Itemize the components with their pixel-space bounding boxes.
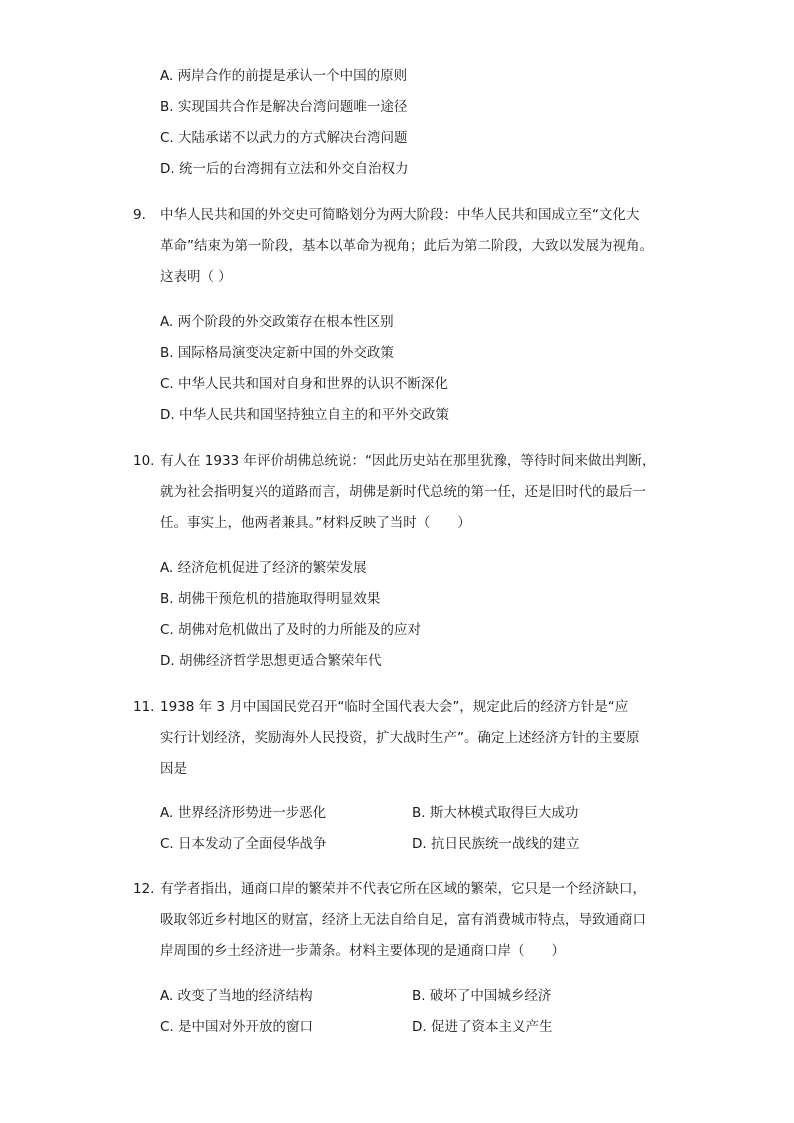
question-number: 10. [133,453,155,469]
option-a[interactable]: A. 经济危机促进了经济的繁荣发展 [160,560,367,576]
question-stem-line: 吸取邻近乡村地区的财富，经济上无法自给自足，富有消费城市特点，导致通商口 [160,912,646,928]
option-a[interactable]: A. 两个阶段的外交政策存在根本性区别 [160,314,394,330]
question-stem-line: 实行计划经济，奖励海外人民投资，扩大战时生产”。确定上述经济方针的主要原 [160,730,640,746]
option-a[interactable]: A. 世界经济形势进一步恶化 [160,805,327,821]
question-stem-line: 这表明（ ） [160,269,232,285]
option-b[interactable]: B. 实现国共合作是解决台湾问题唯一途径 [160,99,408,115]
option-c[interactable]: C. 中华人民共和国对自身和世界的认识不断深化 [160,376,449,392]
question-stem-line: 就为社会指明复兴的道路而言，胡佛是新时代总统的第一任，还是旧时代的最后一 [160,484,646,500]
question-stem-line: 任。事实上，他两者兼具。”材料反映了当时（ ） [160,515,471,531]
question-number: 9. [133,207,146,223]
question-stem-line: 岸周围的乡土经济进一步萧条。材料主要体现的是通商口岸（ ） [160,943,565,959]
question-number: 11. [133,699,155,715]
option-a[interactable]: A. 两岸合作的前提是承认一个中国的原则 [160,68,408,84]
question-stem-line: 因是 [160,761,187,777]
option-d[interactable]: D. 促进了资本主义产生 [412,1019,553,1035]
question-stem-line: 1938 年 3 月中国国民党召开“临时全国代表大会”，规定此后的经济方针是“应 [160,699,629,715]
option-a[interactable]: A. 改变了当地的经济结构 [160,988,313,1004]
question-stem-line: 有学者指出，通商口岸的繁荣并不代表它所在区域的繁荣，它只是一个经济缺口， [160,881,646,897]
option-b[interactable]: B. 胡佛干预危机的措施取得明显效果 [160,591,381,607]
option-c[interactable]: C. 是中国对外开放的窗口 [160,1019,314,1035]
option-d[interactable]: D. 胡佛经济哲学思想更适合繁荣年代 [160,653,382,669]
option-d[interactable]: D. 中华人民共和国坚持独立自主的和平外交政策 [160,407,449,423]
option-c[interactable]: C. 日本发动了全面侵华战争 [160,836,327,852]
option-b[interactable]: B. 国际格局演变决定新中国的外交政策 [160,345,394,361]
option-b[interactable]: B. 破坏了中国城乡经济 [412,988,552,1004]
question-number: 12. [133,881,155,897]
question-stem-line: 中华人民共和国的外交史可简略划分为两大阶段：中华人民共和国成立至“文化大 [160,207,640,223]
option-d[interactable]: D. 统一后的台湾拥有立法和外交自治权力 [160,161,409,177]
option-c[interactable]: C. 大陆承诺不以武力的方式解决台湾问题 [160,130,408,146]
question-stem-line: 革命”结束为第一阶段，基本以革命为视角；此后为第二阶段，大致以发展为视角。 [160,238,653,254]
option-d[interactable]: D. 抗日民族统一战线的建立 [412,836,580,852]
option-c[interactable]: C. 胡佛对危机做出了及时的力所能及的应对 [160,622,422,638]
option-b[interactable]: B. 斯大林模式取得巨大成功 [412,805,579,821]
question-stem-line: 有人在 1933 年评价胡佛总统说：“因此历史站在那里犹豫，等待时间来做出判断， [160,453,656,469]
